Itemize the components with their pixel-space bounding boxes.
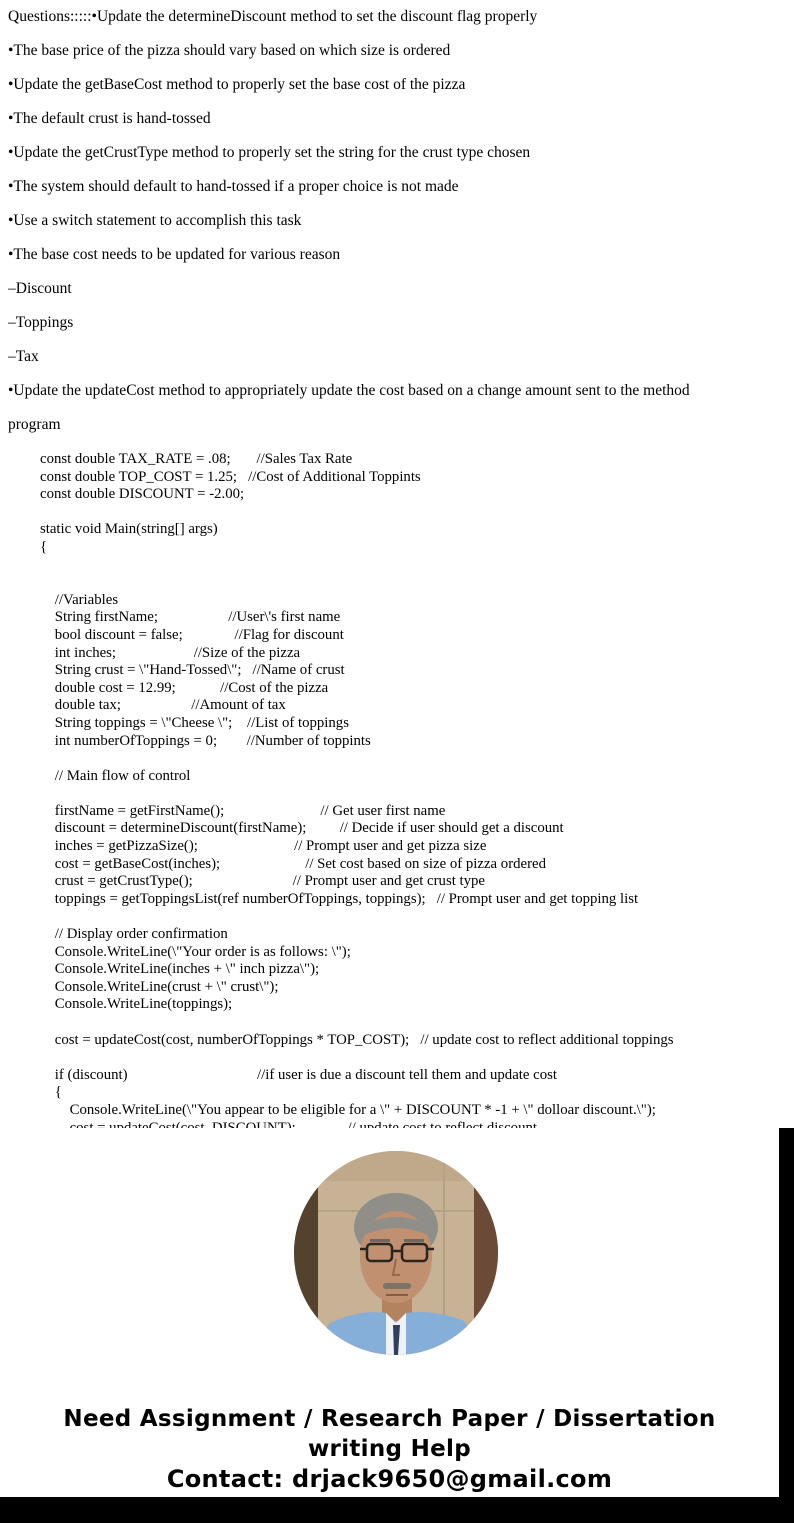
question-line: •The base cost needs to be updated for various reason bbox=[8, 246, 341, 263]
code-line: const double DISCOUNT = -2.00; bbox=[40, 486, 245, 503]
code-line: Console.WriteLine(toppings); bbox=[40, 996, 233, 1013]
code-line: Console.WriteLine(\"Your order is as follows: \"); bbox=[40, 943, 351, 960]
code-line: String toppings = \"Cheese \"; //List of toppings bbox=[40, 714, 349, 731]
code-line: firstName = getFirstName(); // Get user first name bbox=[40, 802, 446, 819]
code-line: { bbox=[40, 1084, 62, 1101]
letterbox-bottom-bar bbox=[0, 1497, 794, 1523]
code-line bbox=[40, 504, 794, 522]
code-line: cost = updateCost(cost, numberOfToppings * TOP_COST); // update cost to reflect additional toppings bbox=[40, 1031, 674, 1048]
code-line: static void Main(string[] args) bbox=[40, 521, 218, 538]
contact-email: Contact: drjack9650@gmail.com bbox=[166, 1465, 613, 1493]
question-line: •Update the getCrustType method to properly set the string for the crust type chosen bbox=[8, 144, 531, 161]
question-line: •The base price of the pizza should vary based on which size is ordered bbox=[8, 42, 451, 59]
code-line: if (discount) //if user is due a discount tell them and update cost bbox=[40, 1066, 557, 1083]
questions-section bbox=[8, 0, 790, 442]
question-line: •Update the updateCost method to appropriately update the cost based on a change amount sent to the method bbox=[8, 382, 690, 399]
person-photo-illustration bbox=[294, 1151, 498, 1355]
code-block bbox=[40, 451, 794, 1137]
code-line bbox=[40, 908, 794, 926]
question-line: –Tax bbox=[8, 348, 39, 365]
question-line: •The system should default to hand-tossed if a proper choice is not made bbox=[8, 178, 459, 195]
footer-heading-line1: Need Assignment / Research Paper / Dissertation bbox=[63, 1406, 716, 1432]
code-line: String firstName; //User\'s first name bbox=[40, 609, 341, 626]
code-line bbox=[40, 574, 794, 592]
letterbox-right-bar bbox=[779, 1128, 794, 1523]
code-line: // Display order confirmation bbox=[40, 926, 228, 943]
code-line: Console.WriteLine(inches + \" inch pizza\"); bbox=[40, 961, 320, 978]
code-line: crust = getCrustType(); // Prompt user and get crust type bbox=[40, 873, 485, 890]
question-line: Questions:::::•Update the determineDiscount method to set the discount flag properly bbox=[8, 8, 538, 25]
question-line: •Update the getBaseCost method to properly set the base cost of the pizza bbox=[8, 76, 466, 93]
code-line: Console.WriteLine(\"You appear to be eligible for a \" + DISCOUNT * -1 + \" dolloar discount.\"); bbox=[40, 1101, 656, 1118]
code-line: { bbox=[40, 538, 48, 555]
code-line: // Main flow of control bbox=[40, 767, 191, 784]
code-line: discount = determineDiscount(firstName); // Decide if user should get a discount bbox=[40, 820, 564, 837]
code-line: int numberOfToppings = 0; //Number of toppints bbox=[40, 732, 371, 749]
code-line bbox=[40, 785, 794, 803]
code-line bbox=[40, 1014, 794, 1032]
code-line: inches = getPizzaSize(); // Prompt user and get pizza size bbox=[40, 838, 487, 855]
question-line: program bbox=[8, 416, 61, 433]
code-line: const double TOP_COST = 1.25; //Cost of Additional Toppints bbox=[40, 468, 421, 485]
code-line: Console.WriteLine(crust + \" crust\"); bbox=[40, 978, 279, 995]
code-line: const double TAX_RATE = .08; //Sales Tax Rate bbox=[40, 451, 353, 467]
code-line bbox=[40, 1049, 794, 1067]
code-line bbox=[40, 557, 794, 575]
question-line: •Use a switch statement to accomplish this task bbox=[8, 212, 302, 229]
code-line: cost = getBaseCost(inches); // Set cost based on size of pizza ordered bbox=[40, 855, 546, 872]
question-line: –Discount bbox=[8, 280, 72, 297]
footer-heading-line2: writing Help bbox=[308, 1436, 471, 1462]
code-line: //Variables bbox=[40, 591, 119, 608]
question-line: •The default crust is hand-tossed bbox=[8, 110, 211, 127]
video-footer bbox=[0, 1128, 794, 1523]
person-photo bbox=[294, 1151, 498, 1355]
code-line bbox=[40, 750, 794, 768]
code-line: bool discount = false; //Flag for discount bbox=[40, 626, 344, 643]
code-line: toppings = getToppingsList(ref numberOfToppings, toppings); // Prompt user and get topping list bbox=[40, 890, 639, 907]
code-line: int inches; //Size of the pizza bbox=[40, 644, 301, 661]
code-line: String crust = \"Hand-Tossed\"; //Name of crust bbox=[40, 662, 345, 679]
footer-heading-block bbox=[0, 1404, 779, 1494]
code-line: double cost = 12.99; //Cost of the pizza bbox=[40, 679, 329, 696]
question-line: –Toppings bbox=[8, 314, 74, 331]
code-line: double tax; //Amount of tax bbox=[40, 697, 286, 714]
